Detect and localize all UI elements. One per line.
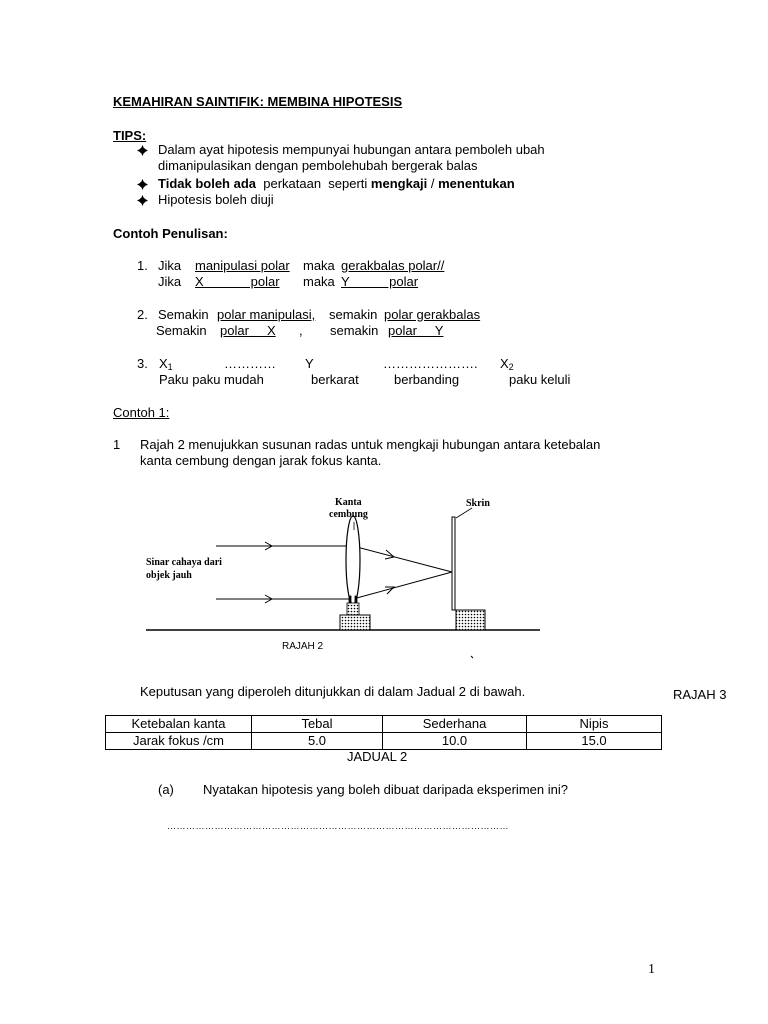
table-cell: Tebal xyxy=(252,716,383,733)
example-2-text: semakin xyxy=(329,307,378,322)
question-a-text: Nyatakan hipotesis yang boleh dibuat daripada eksperimen ini? xyxy=(203,782,568,797)
results-table xyxy=(105,715,662,750)
example-1-text: maka xyxy=(303,258,335,273)
example-3-text: paku keluli xyxy=(509,372,571,387)
table-cell: Nipis xyxy=(527,716,662,733)
screen-base xyxy=(456,610,485,630)
example-2-text: semakin xyxy=(330,323,379,338)
bullet-icon xyxy=(137,195,148,206)
example-3-text: Y xyxy=(305,356,314,371)
table-row xyxy=(106,733,662,750)
table-caption: JADUAL 2 xyxy=(347,749,408,764)
table-cell: 10.0 xyxy=(383,733,527,750)
table-cell: Sederhana xyxy=(383,716,527,733)
contoh-1-heading: Contoh 1: xyxy=(113,405,170,420)
example-1-text: gerakbalas polar// xyxy=(341,258,445,273)
tip-1-line-2: dimanipulasikan dengan pembolehubah bergerak balas xyxy=(158,158,478,173)
tips-heading: TIPS: xyxy=(113,128,147,143)
table-row xyxy=(106,716,662,733)
example-3-text: $X_1$ xyxy=(159,356,173,372)
example-1-text: Y polar xyxy=(341,274,419,289)
table-cell: 5.0 xyxy=(252,733,383,750)
screen xyxy=(452,517,455,610)
ray-label: Sinar cahaya dari xyxy=(146,557,222,568)
example-2-text: Semakin xyxy=(158,307,209,322)
question-number: 1 xyxy=(113,437,121,452)
example-3-text: Paku paku mudah xyxy=(159,372,264,387)
example-1-text: X polar xyxy=(195,274,280,289)
bullet-icon xyxy=(137,145,148,156)
result-text: Keputusan yang diperoleh ditunjukkan di dalam Jadual 2 di bawah. xyxy=(140,684,526,699)
example-1-text: maka xyxy=(303,274,335,289)
convex-lens xyxy=(346,516,360,604)
tip-3: Hipotesis boleh diuji xyxy=(158,192,274,207)
tip-2: Tidak boleh ada perkataan seperti mengkaji / menentukan xyxy=(158,176,515,191)
page-title: KEMAHIRAN SAINTIFIK: MEMBINA HIPOTESIS xyxy=(113,94,403,109)
question-a-label: (a) xyxy=(158,782,174,797)
question-text-line-1: Rajah 2 menujukkan susunan radas untuk mengkaji hubungan antara ketebalan xyxy=(140,437,601,452)
page-number: 1 xyxy=(648,962,655,977)
contoh-penulisan-heading: Contoh Penulisan: xyxy=(113,226,228,241)
example-1-number: 1. xyxy=(137,258,148,273)
table-cell: Ketebalan kanta xyxy=(106,716,252,733)
example-3-number: 3. xyxy=(137,356,148,371)
ray-refracted-upper xyxy=(353,546,452,572)
lens-label: cembung xyxy=(329,509,368,520)
example-3-text: $X_2$ xyxy=(500,356,514,372)
table-cell: Jarak fokus /cm xyxy=(106,733,252,750)
ray-arrow-icon xyxy=(385,587,394,594)
rajah-3-label: RAJAH 3 xyxy=(673,687,727,702)
lens-base xyxy=(340,615,370,630)
ray-refracted-lower xyxy=(353,572,452,599)
tip-1-line-1: Dalam ayat hipotesis mempunyai hubungan antara pemboleh ubah xyxy=(158,142,545,157)
answer-line: ……………………………………………………………………………………………… xyxy=(167,821,509,831)
bullet-icon xyxy=(137,179,148,190)
example-1-text: manipulasi polar xyxy=(195,258,290,273)
example-3-text: berbanding xyxy=(394,372,460,387)
example-3-text: …………………. xyxy=(383,356,478,371)
example-3-text: ………… xyxy=(224,356,276,371)
example-2-text: polar Y xyxy=(388,323,444,338)
screen-label: Skrin xyxy=(466,498,490,509)
diagram-caption: RAJAH 2 xyxy=(282,641,324,652)
example-2-number: 2. xyxy=(137,307,148,322)
question-text-line-2: kanta cembung dengan jarak fokus kanta. xyxy=(140,453,382,468)
example-1-text: Jika xyxy=(158,274,182,289)
example-2-text: Semakin xyxy=(156,323,207,338)
example-2-text: polar X xyxy=(220,323,276,338)
example-3-text: berkarat xyxy=(311,372,359,387)
ray-label: objek jauh xyxy=(146,570,192,581)
example-2-text: , xyxy=(299,323,303,338)
lens-label: Kanta xyxy=(335,497,362,508)
table-cell: 15.0 xyxy=(527,733,662,750)
example-1-text: Jika xyxy=(158,258,182,273)
example-2-text: polar gerakbalas xyxy=(384,307,481,322)
example-2-text: polar manipulasi, xyxy=(217,307,316,322)
